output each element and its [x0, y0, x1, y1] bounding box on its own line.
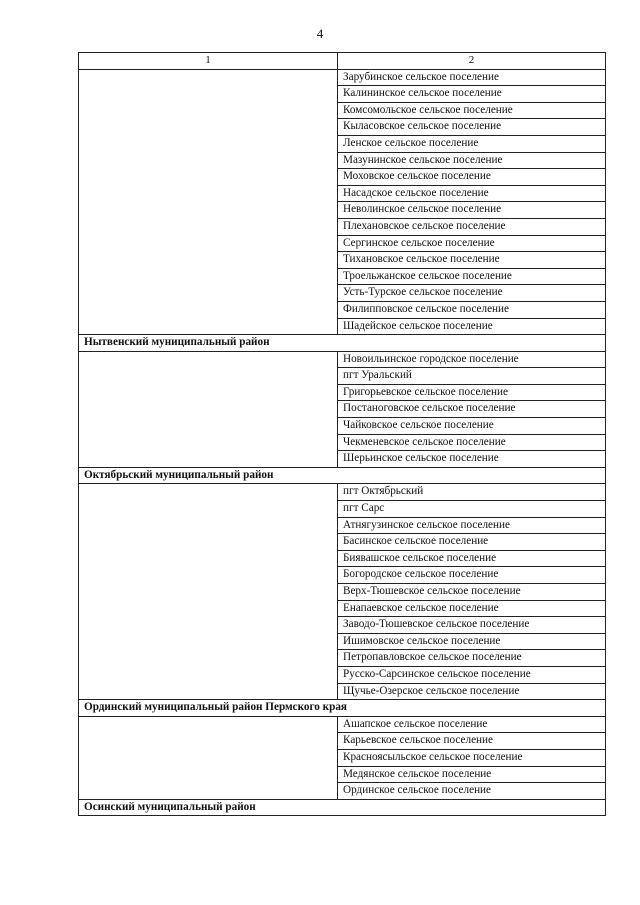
settlement-name: Мазунинское сельское поселение — [338, 152, 606, 169]
district-row — [79, 335, 606, 352]
settlement-name: Шерьинское сельское поселение — [338, 451, 606, 468]
settlement-name: Петропавловское сельское поселение — [338, 650, 606, 667]
district-column-cell — [79, 484, 338, 700]
district-column-cell — [79, 716, 338, 799]
district-name: Осинский муниципальный район — [79, 799, 606, 816]
settlement-name: Филипповское сельское поселение — [338, 301, 606, 318]
settlement-name: Плехановское сельское поселение — [338, 218, 606, 235]
table-body — [79, 53, 606, 816]
district-row — [79, 799, 606, 816]
settlement-name: Комсомольское сельское поселение — [338, 102, 606, 119]
settlement-name: Биявашское сельское поселение — [338, 550, 606, 567]
settlement-name: Верх-Тюшевское сельское поселение — [338, 584, 606, 601]
district-column-cell — [79, 69, 338, 335]
page-number: 4 — [316, 26, 324, 41]
column-header-1: 1 — [79, 53, 338, 70]
settlement-name: Калининское сельское поселение — [338, 86, 606, 103]
settlement-name: Русско-Сарсинское сельское поселение — [338, 666, 606, 683]
settlement-name: Постаноговское сельское поселение — [338, 401, 606, 418]
district-name: Ординский муниципальный район Пермского края — [79, 700, 606, 717]
settlement-name: пгт Уральский — [338, 368, 606, 385]
settlement-name: Атнягузинское сельское поселение — [338, 517, 606, 534]
settlement-name: Карьевское сельское поселение — [338, 733, 606, 750]
district-name: Нытвенский муниципальный район — [79, 335, 606, 352]
district-row — [79, 467, 606, 484]
settlement-name: Григорьевское сельское поселение — [338, 384, 606, 401]
settlement-name: Заводо-Тюшевское сельское поселение — [338, 617, 606, 634]
settlement-name: пгт Сарс — [338, 501, 606, 518]
settlement-name: Неволинское сельское поселение — [338, 202, 606, 219]
settlement-row — [79, 69, 606, 86]
settlement-name: Зарубинское сельское поселение — [338, 69, 606, 86]
settlement-name: Ишимовское сельское поселение — [338, 633, 606, 650]
settlement-name: Шадейское сельское поселение — [338, 318, 606, 335]
settlement-name: Чайковское сельское поселение — [338, 418, 606, 435]
settlement-row — [79, 484, 606, 501]
district-row — [79, 700, 606, 717]
settlement-row — [79, 351, 606, 368]
district-name: Октябрьский муниципальный район — [79, 467, 606, 484]
settlement-name: Щучье-Озерское сельское поселение — [338, 683, 606, 700]
settlement-name: Басинское сельское поселение — [338, 534, 606, 551]
settlement-name: Кыласовское сельское поселение — [338, 119, 606, 136]
settlements-table — [78, 52, 606, 816]
settlement-name: Насадское сельское поселение — [338, 185, 606, 202]
district-column-cell — [79, 351, 338, 467]
settlement-row — [79, 716, 606, 733]
settlement-name: Сергинское сельское поселение — [338, 235, 606, 252]
settlement-name: Чекменевское сельское поселение — [338, 434, 606, 451]
settlement-name: Ашапское сельское поселение — [338, 716, 606, 733]
settlement-name: Медянское сельское поселение — [338, 766, 606, 783]
settlement-name: Ординское сельское поселение — [338, 783, 606, 800]
column-header-2: 2 — [338, 53, 606, 70]
settlement-name: Ленское сельское поселение — [338, 135, 606, 152]
settlement-name: Новоильинское городское поселение — [338, 351, 606, 368]
settlement-name: Троельжанское сельское поселение — [338, 268, 606, 285]
table-header-row — [79, 53, 606, 70]
settlement-name: Енапаевское сельское поселение — [338, 600, 606, 617]
settlement-name: Тихановское сельское поселение — [338, 252, 606, 269]
settlement-name: Богородское сельское поселение — [338, 567, 606, 584]
settlement-name: Красноясыльское сельское поселение — [338, 749, 606, 766]
settlement-name: Моховское сельское поселение — [338, 169, 606, 186]
settlement-name: пгт Октябрьский — [338, 484, 606, 501]
settlement-name: Усть-Турское сельское поселение — [338, 285, 606, 302]
